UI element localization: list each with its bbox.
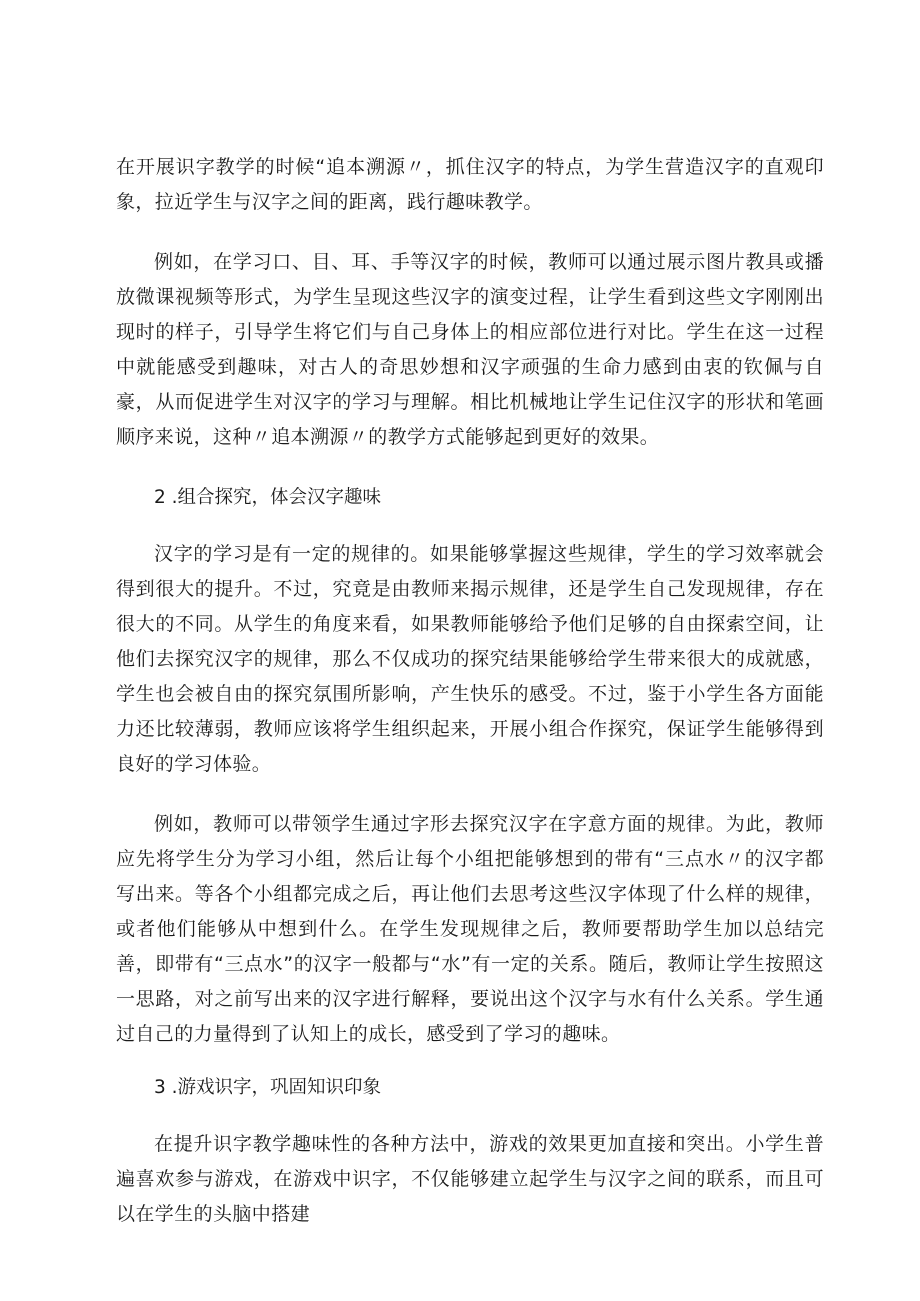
paragraph-rules-exploration: 汉字的学习是有一定的规律的。如果能够掌握这些规律，学生的学习效率就会得到很大的提升。不过，究竟是由教师来揭示规律，还是学生自己发现规律，存在很大的不同。从学生的角度来看，如果教师能够给予他们足够的自由探索空间，让他们去探究汉字的规律，那么不仅成功的探究结果能够给学生带来很大的成就感，学生也会被自由的探究氛围所影响，产生快乐的感受。不过，鉴于小学生各方面能力还比较薄弱，教师应该将学生组织起来，开展小组合作探究，保证学生能够得到良好的学习体验。 — [116, 543, 824, 775]
paragraph-intro-continuation: 在开展识字教学的时候“追本溯源〃，抓住汉字的特点，为学生营造汉字的直观印象，拉近学生与汉字之间的距离，践行趣味教学。 — [116, 156, 824, 213]
paragraph-game-literacy: 在提升识字教学趣味性的各种方法中，游戏的效果更加直接和突出。小学生普遍喜欢参与游戏，在游戏中识字，不仅能够建立起学生与汉字之间的联系，而且可以在学生的头脑中搭建 — [116, 1133, 824, 1225]
section-heading-3: 3 .游戏识字，巩固知识印象 — [154, 1077, 382, 1098]
paragraph-example-three-dots-water: 例如，教师可以带领学生通过字形去探究汉字在字意方面的规律。为此，教师应先将学生分为学习小组，然后让每个小组把能够想到的带有“三点水〃的汉字都写出来。等各个小组都完成之后，再让他们去思考这些汉字体现了什么样的规律，或者他们能够从中想到什么。在学生发现规律之后，教师要帮助学生加以总结完善，即带有“三点水”的汉字一般都与“水”有一定的关系。随后，教师让学生按照这一思路，对之前写出来的汉字进行解释，要说出这个汉字与水有什么关系。学生通过自己的力量得到了认知上的成长，感受到了学习的趣味。 — [116, 813, 824, 1045]
paragraph-example-evolution: 例如，在学习口、目、耳、手等汉字的时候，教师可以通过展示图片教具或播放微课视频等形式，为学生呈现这些汉字的演变过程，让学生看到这些文字刚刚出现时的样子，引导学生将它们与自己身体上的相应部位进行对比。学生在这一过程中就能感受到趣味，对古人的奇思妙想和汉字顽强的生命力感到由衷的钦佩与自豪，从而促进学生对汉字的学习与理解。相比机械地让学生记住汉字的形状和笔画顺序来说，这种〃追本溯源〃的教学方式能够起到更好的效果。 — [116, 251, 824, 448]
document-body — [116, 150, 824, 1232]
section-heading-2: 2 .组合探究，体会汉字趣味 — [154, 487, 382, 508]
